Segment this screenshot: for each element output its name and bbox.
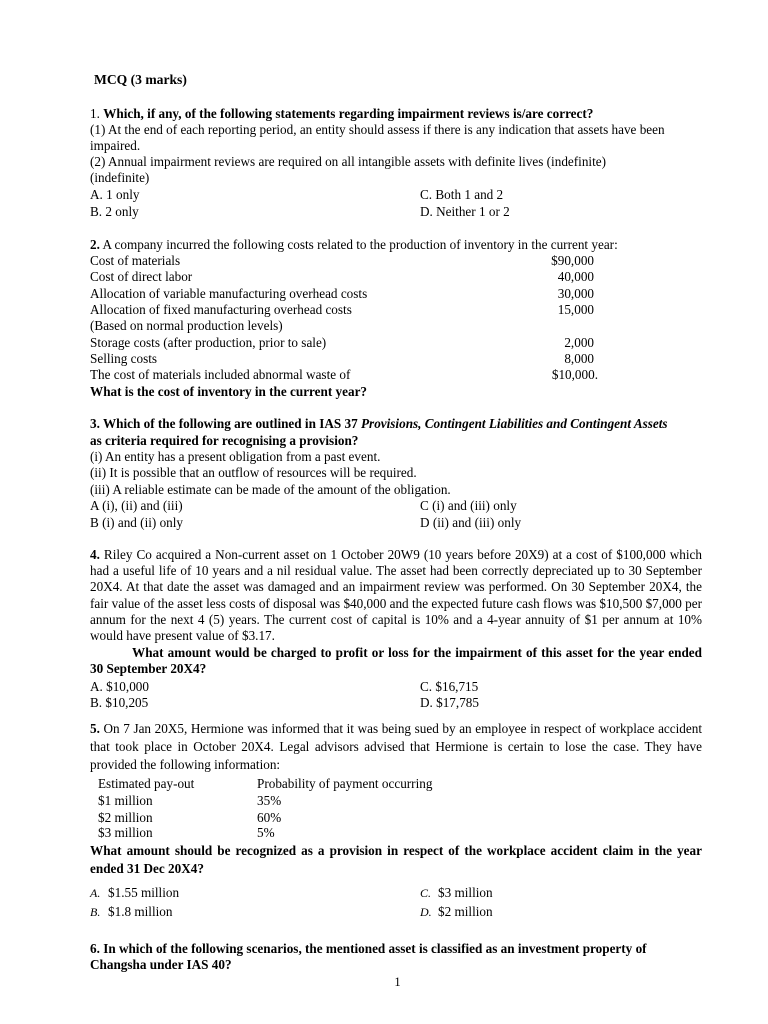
q5-probability: 5%: [257, 825, 275, 840]
q4-option-a: A. $10,000: [90, 679, 149, 694]
page-title: MCQ (3 marks): [94, 72, 187, 87]
q5-option-c: C. $3 million: [420, 885, 493, 900]
q3-stem-cont: as criteria required for recognising a provision?: [90, 433, 359, 448]
page-number: 1: [394, 975, 401, 989]
q5-payout: $2 million: [98, 810, 153, 825]
q2-row-value: 8,000: [564, 351, 594, 366]
q2-row-label: Allocation of variable manufacturing overhead costs: [90, 286, 368, 301]
q2-row-label: (Based on normal production levels): [90, 318, 283, 333]
q3-criterion: (iii) A reliable estimate can be made of the amount of the obligation.: [90, 482, 451, 497]
q3-criterion: (i) An entity has a present obligation from a past event.: [90, 449, 381, 464]
q5-option-b: B. $1.8 million: [90, 904, 173, 919]
q6-stem-cont: Changsha under IAS 40?: [90, 957, 232, 972]
q3-criterion: (ii) It is possible that an outflow of resources will be required.: [90, 465, 417, 480]
q3-option-a: A (i), (ii) and (iii): [90, 498, 183, 513]
q1-option-c: C. Both 1 and 2: [420, 187, 504, 202]
q2-row-value: $10,000.: [551, 367, 598, 382]
q1-option-b: B. 2 only: [90, 204, 139, 219]
q3-option-b: B (i) and (ii) only: [90, 515, 184, 530]
q5-probability: 60%: [257, 810, 282, 825]
q2-row-label: Selling costs: [90, 351, 158, 366]
q2-question: What is the cost of inventory in the current year?: [90, 384, 368, 399]
q4-option-c: C. $16,715: [420, 679, 479, 694]
q5-col-header-payout: Estimated pay-out: [98, 776, 195, 791]
q1-statement-2-cont: (indefinite): [90, 170, 150, 185]
q2-stem: 2. A company incurred the following costs related to the production of inventory in the current year:: [90, 237, 618, 252]
q4-body: 4. Riley Co acquired a Non-current asset on 1 October 20W9 (10 years before 20X9) at a cost of $100,000 which had a useful life of 10 years and a nil residual value. The asset had been correctly depreciated up to 30 September 20X4. At that date the asset was damaged and an impairment review was performed. On 30 September 20X4, the fair value of the asset less costs of disposal was $40,000 and the expected future cash flows was $10,500 $7,000 per annum for the next 4 (5) years. The current cost of capital is 10% and a 4-year annuity of $1 per annum at 10% would have present value of $3.17.: [90, 547, 703, 644]
q2-row-value: $90,000: [551, 253, 594, 268]
q3-stem: 3. Which of the following are outlined in IAS 37 Provisions, Contingent Liabilities and Contingent Assets: [90, 416, 668, 431]
q2-row-label: Cost of direct labor: [90, 269, 193, 284]
q3-option-d: D (ii) and (iii) only: [420, 515, 522, 530]
q1-stem: 1. Which, if any, of the following statements regarding impairment reviews is/are correct?: [90, 106, 594, 121]
q5-option-a: A. $1.55 million: [90, 885, 180, 900]
q5-body: 5. On 7 Jan 20X5, Hermione was informed that it was being sued by an employee in respect of workplace accident that took place in October 20X4. Legal advisors advised that Hermione is certain to lose the case. They have provided the following information:: [90, 721, 703, 772]
q2-row-label: Cost of materials: [90, 253, 181, 268]
q2-row-value: 15,000: [557, 302, 594, 317]
q4-option-d: D. $17,785: [420, 695, 479, 710]
q5-payout: $1 million: [98, 793, 153, 808]
q5-payout: $3 million: [98, 825, 153, 840]
q4-question: What amount would be charged to profit or loss for the impairment of this asset for the year ended 30 September 20X4?: [90, 645, 702, 677]
q1-statement-2: (2) Annual impairment reviews are required on all intangible assets with definite lives (indefinite): [90, 154, 606, 169]
q2-row-label: Allocation of fixed manufacturing overhead costs: [90, 302, 352, 317]
q1-option-d: D. Neither 1 or 2: [420, 204, 510, 219]
q5-probability: 35%: [257, 793, 282, 808]
q1-statement-1: (1) At the end of each reporting period, an entity should assess if there is any indication that assets have been: [90, 122, 665, 137]
q2-row-label: Storage costs (after production, prior to sale): [90, 335, 327, 350]
q1-statement-1-cont: impaired.: [90, 138, 141, 153]
q6-stem: 6. In which of the following scenarios, the mentioned asset is classified as an investment property of: [90, 941, 647, 956]
q4-option-b: B. $10,205: [90, 695, 149, 710]
q2-row-value: 30,000: [557, 286, 594, 301]
q5-option-d: D. $2 million: [420, 904, 493, 919]
q2-row-label: The cost of materials included abnormal waste of: [90, 367, 351, 382]
q2-row-value: 40,000: [557, 269, 594, 284]
q5-question: What amount should be recognized as a provision in respect of the workplace accident claim in the year ended 31 Dec 20X4?: [90, 843, 702, 876]
q2-row-value: 2,000: [564, 335, 594, 350]
q3-option-c: C (i) and (iii) only: [420, 498, 517, 513]
q1-option-a: A. 1 only: [90, 187, 140, 202]
q5-col-header-probability: Probability of payment occurring: [257, 776, 433, 791]
